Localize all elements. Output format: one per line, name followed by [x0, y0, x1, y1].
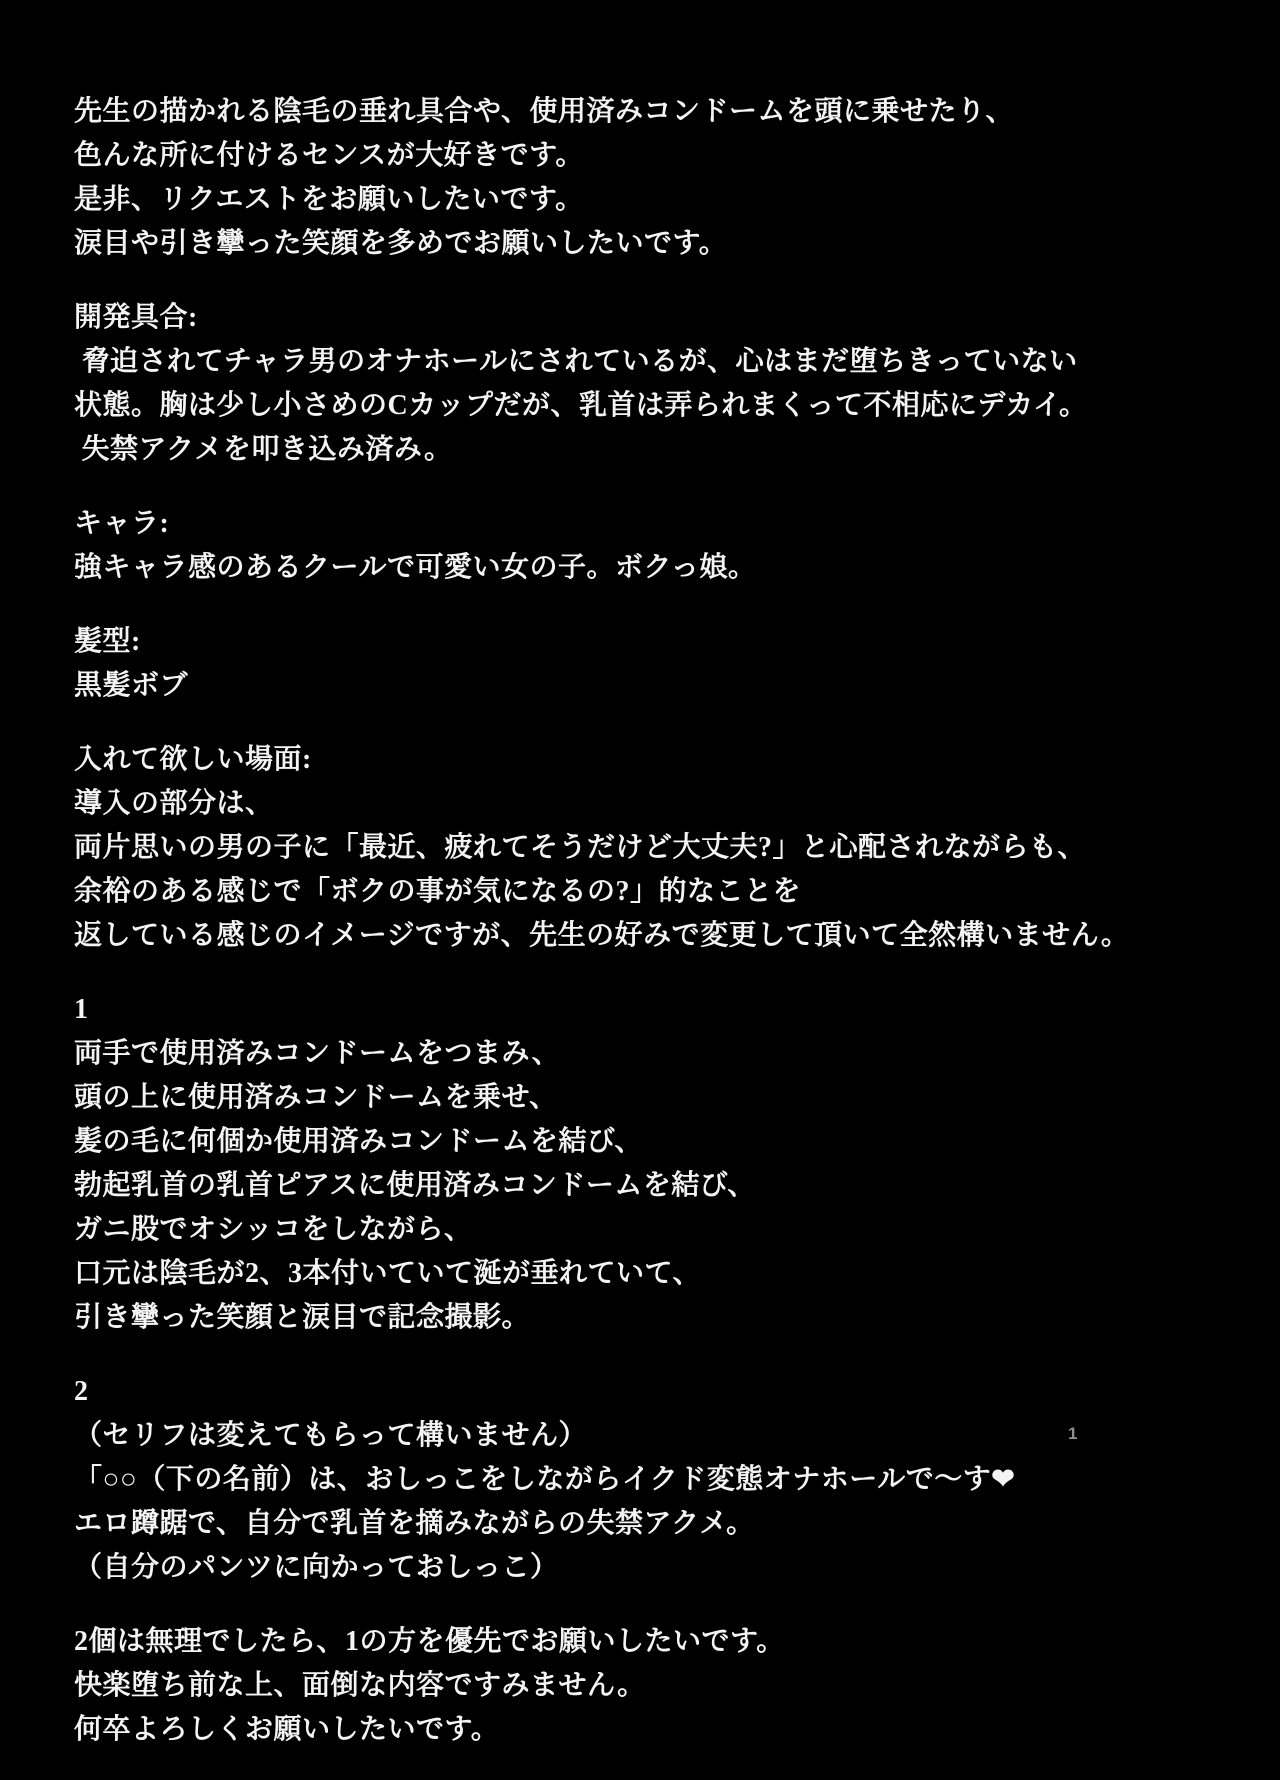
text-line: 1 [74, 994, 89, 1025]
text-line: 返している感じのイメージですが、先生の好みで変更して頂いて全然構いません。 [74, 920, 1130, 951]
paragraph [74, 502, 1225, 590]
paragraph [74, 90, 1225, 266]
text-line: 涙目や引き攣った笑顔を多めでお願いしたいです。 [74, 228, 728, 259]
text-line: 是非、リクエストをお願いしたいです。 [74, 184, 584, 215]
text-line: 髪の毛に何個か使用済みコンドームを結び、 [74, 1126, 643, 1157]
text-line: 勃起乳首の乳首ピアスに使用済みコンドームを結び、 [74, 1170, 756, 1201]
text-line: 脅迫されてチャラ男のオナホールにされているが、心はまだ堕ちきっていない [74, 346, 1078, 377]
text-line: 状態。胸は少し小さめのCカップだが、乳首は弄られまくって不相応にデカイ。 [74, 390, 1088, 421]
text-line: 引き攣った笑顔と涙目で記念撮影。 [74, 1302, 531, 1333]
text-line: 導入の部分は、 [74, 788, 274, 819]
text-line: 頭の上に使用済みコンドームを乗せ、 [74, 1082, 558, 1113]
text-line: 色んな所に付けるセンスが大好きです。 [74, 140, 584, 171]
text-line: 先生の描かれる陰毛の垂れ具合や、使用済みコンドームを頭に乗せたり、 [74, 96, 1014, 127]
paragraph [74, 1620, 1225, 1752]
text-line: 2 [74, 1376, 89, 1407]
paragraph [74, 988, 1225, 1340]
page-number: 1 [1068, 1424, 1078, 1443]
text-line: ガニ股でオシッコをしながら、 [74, 1214, 473, 1245]
text-line: （セリフは変えてもらって構いません） [74, 1420, 588, 1451]
text-line: 2個は無理でしたら、1の方を優先でお願いしたいです。 [74, 1626, 785, 1657]
text-line: 両片思いの男の子に「最近、疲れてそうだけど大丈夫?」と心配されながらも、 [74, 832, 1087, 863]
paragraph [74, 738, 1225, 958]
text-line: 開発具合: [74, 302, 198, 333]
paragraph [74, 620, 1225, 708]
text-line: 口元は陰毛が2、3本付いていて涎が垂れていて、 [74, 1258, 701, 1289]
paragraph [74, 1370, 1225, 1590]
text-line: 黒髪ボブ [74, 670, 189, 701]
text-line: 余裕のある感じで「ボクの事が気になるの?」的なことを [74, 876, 802, 907]
text-line: エロ蹲踞で、自分で乳首を摘みながらの失禁アクメ。 [74, 1508, 755, 1539]
text-line: 両手で使用済みコンドームをつまみ、 [74, 1038, 561, 1069]
text-line: 失禁アクメを叩き込み済み。 [74, 434, 453, 465]
text-line: 強キャラ感のあるクールで可愛い女の子。ボクっ娘。 [74, 552, 757, 583]
text-line: キャラ: [74, 508, 170, 539]
text-line: 髪型: [74, 626, 141, 657]
paragraph [74, 296, 1225, 472]
text-line: 何卒よろしくお願いしたいです。 [74, 1714, 500, 1745]
text-line: 「○○（下の名前）は、おしっこをしながらイクド変態オナホールで～す❤ [74, 1464, 1016, 1495]
text-line: （自分のパンツに向かっておしっこ） [74, 1552, 559, 1583]
text-line: 入れて欲しい場面: [74, 744, 312, 775]
text-line: 快楽堕ち前な上、面倒な内容ですみません。 [74, 1670, 646, 1701]
